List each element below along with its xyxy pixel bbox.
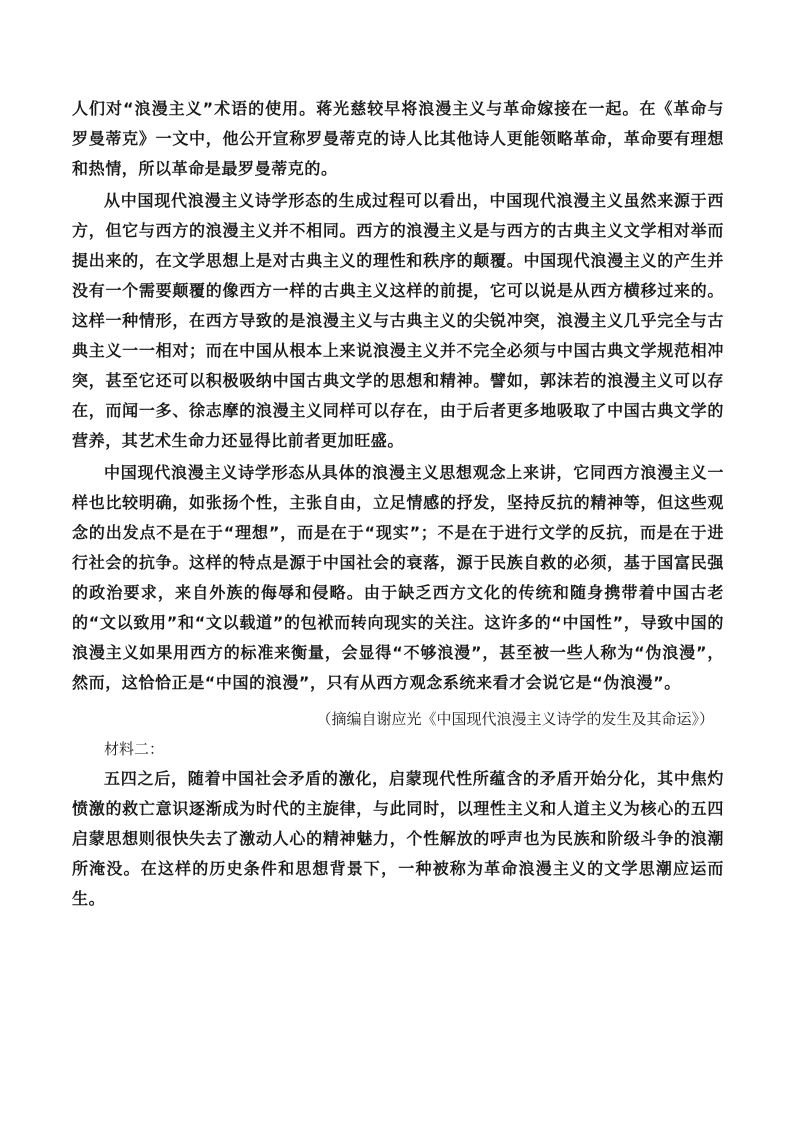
paragraph-chinese-characteristics: 中国现代浪漫主义诗学形态从具体的浪漫主义思想观念上来讲，它同西方浪漫主义一样也比较明确，如张扬个性，主张自由，立足情感的抒发，坚持反抗的精神等，但这些观念的出发点不是在于“理想”，而是在于“现实”；不是在于进行文学的反抗，而是在于进行社会的抗争。这样的特点是源于中国社会的衰落，源于民族自救的必须，基于国富民强的政治要求，来自外族的侮辱和侵略。由于缺乏西方文化的传统和随身携带着中国古老的“文以致用”和“文以载道”的包袱而转向现实的关注。这许多的“中国性”，导致中国的浪漫主义如果用西方的标准来衡量，会显得“不够浪漫”，甚至被一些人称为“伪浪漫”，然而，这恰恰正是“中国的浪漫”，只有从西方观念系统来看才会说它是“伪浪漫”。 xyxy=(72,463,724,692)
paragraph-origin-comparison: 从中国现代浪漫主义诗学形态的生成过程可以看出，中国现代浪漫主义虽然来源于西方，但它与西方的浪漫主义并不相同。西方的浪漫主义是与西方的古典主义文学相对举而提出来的，在文学思想上是对古典主义的理性和秩序的颠覆。中国现代浪漫主义的产生并没有一个需要颠覆的像西方一样的古典主义这样的前提，它可以说是从西方横移过来的。这样一种情形，在西方导致的是浪漫主义与古典主义的尖锐冲突，浪漫主义几乎完全与古典主义一一相对；而在中国从根本上来说浪漫主义并不完全必须与中国古典文学规范相冲突，甚至它还可以积极吸纳中国古典文学的思想和精神。譬如，郭沫若的浪漫主义可以存在，而闻一多、徐志摩的浪漫主义同样可以存在，由于后者更多地吸取了中国古典文学的营养，其艺术生命力还显得比前者更加旺盛。 xyxy=(72,191,724,450)
source-citation: （摘编自谢应光《中国现代浪漫主义诗学的发生及其命运》） xyxy=(316,710,714,728)
paragraph-intro: 人们对“浪漫主义”术语的使用。蒋光慈较早将浪漫主义与革命嫁接在一起。在《革命与罗曼蒂克》一文中，他公开宣称罗曼蒂克的诗人比其他诗人更能领略革命，革命要有理想和热情，所以革命是最罗曼蒂克的。 xyxy=(72,99,724,178)
material-label: 材料二： xyxy=(104,740,165,758)
paragraph-may-fourth: 五四之后，随着中国社会矛盾的激化，启蒙现代性所蕴含的矛盾开始分化，其中焦灼愤激的救亡意识逐渐成为时代的主旋律，与此同时，以理性主义和人道主义为核心的五四启蒙思想则很快失去了激动人心的精神魅力，个性解放的呼声也为民族和阶级斗争的浪潮所淹没。在这样的历史条件和思想背景下，一种被称为革命浪漫主义的文学思潮应运而生。 xyxy=(72,769,724,908)
document-page xyxy=(72,94,724,914)
